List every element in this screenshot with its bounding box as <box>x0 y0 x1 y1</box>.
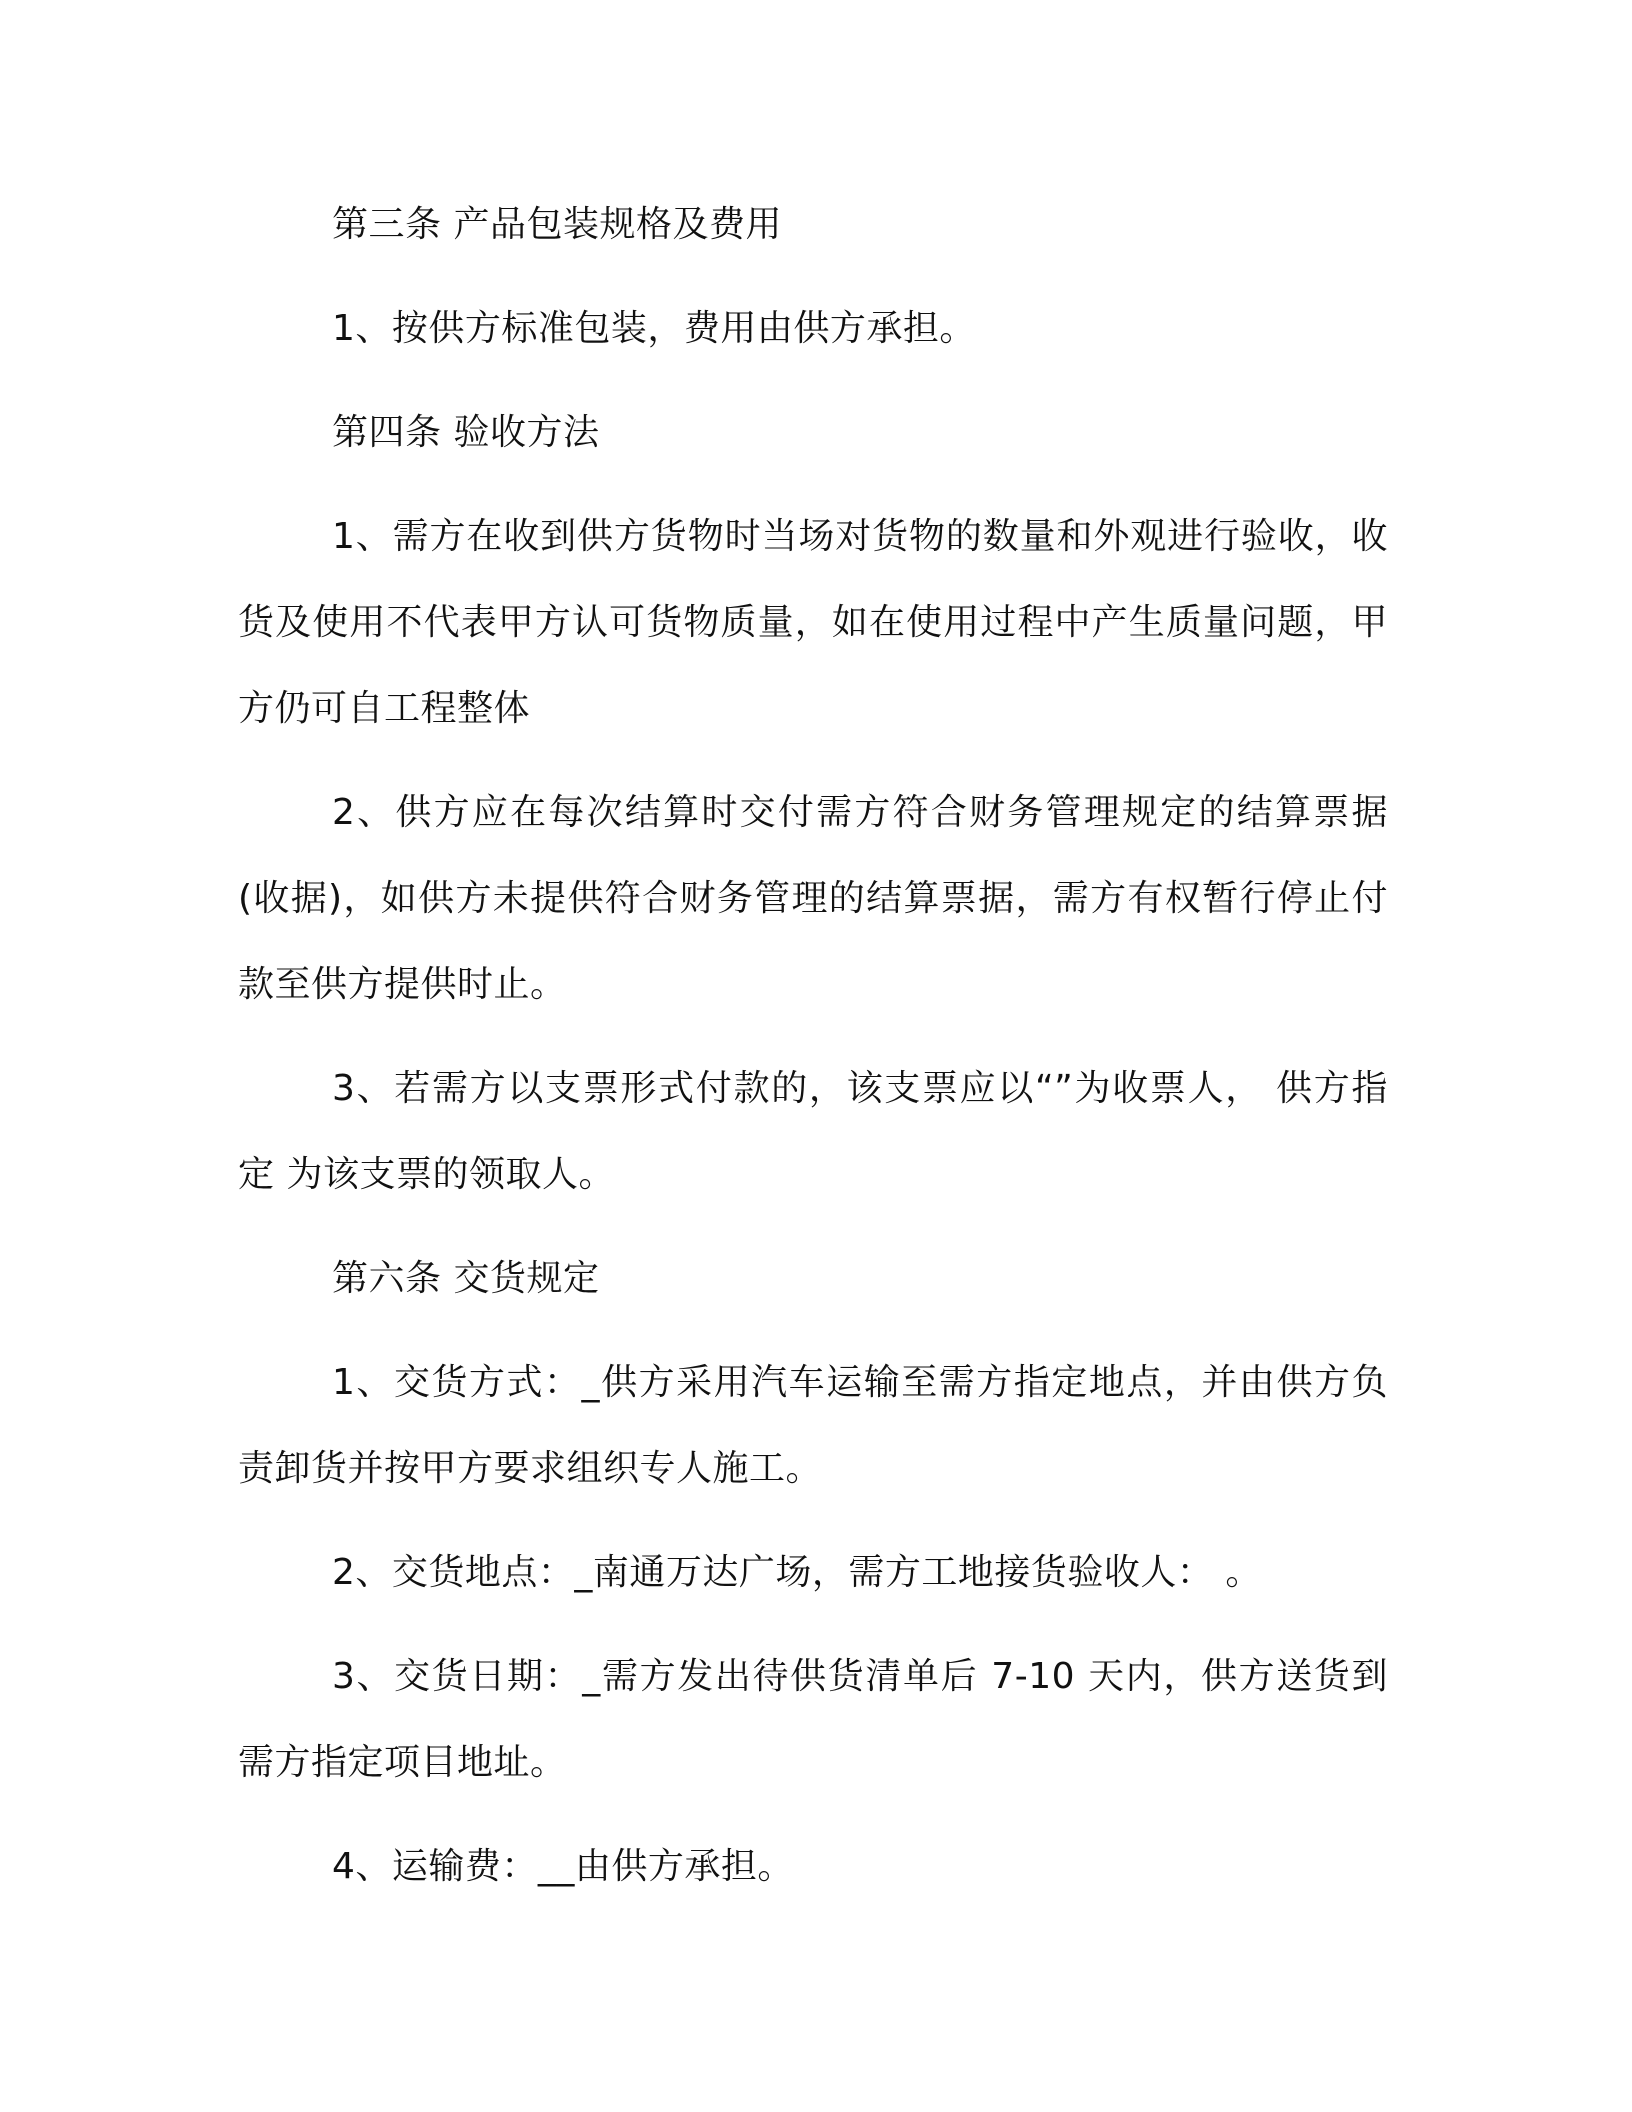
article-3-clause-1: 1、按供方标准包装，费用由供方承担。 <box>332 308 976 349</box>
article-6-heading: 第六条 交货规定 <box>332 1258 600 1299</box>
article-4-heading: 第四条 验收方法 <box>332 412 600 453</box>
article-6-clause-4: 4、运输费：__由供方承担。 <box>332 1846 794 1887</box>
article-4-clause-1: 1、需方在收到供方货物时当场对货物的数量和外观进行验收，收货及使用不代表甲方认可货物质量，如在使用过程中产生质量问题，甲方仍可自工程整体 <box>238 516 1388 729</box>
article-4-clause-3: 3、若需方以支票形式付款的，该支票应以“”为收票人， 供方指定 为该支票的领取人。 <box>238 1068 1388 1195</box>
article-3-heading: 第三条 产品包装规格及费用 <box>332 204 782 245</box>
document-body <box>238 182 1388 1910</box>
article-6-clause-3: 3、交货日期：_需方发出待供货清单后 7-10 天内，供方送货到需方指定项目地址。 <box>238 1656 1388 1783</box>
article-6-clause-1: 1、交货方式：_供方采用汽车运输至需方指定地点，并由供方负责卸货并按甲方要求组织专人施工。 <box>238 1362 1388 1489</box>
article-6-clause-2: 2、交货地点：_南通万达广场，需方工地接货验收人： 。 <box>332 1552 1262 1593</box>
article-4-clause-2: 2、供方应在每次结算时交付需方符合财务管理规定的结算票据(收据)，如供方未提供符合财务管理的结算票据，需方有权暂行停止付款至供方提供时止。 <box>238 792 1388 1005</box>
